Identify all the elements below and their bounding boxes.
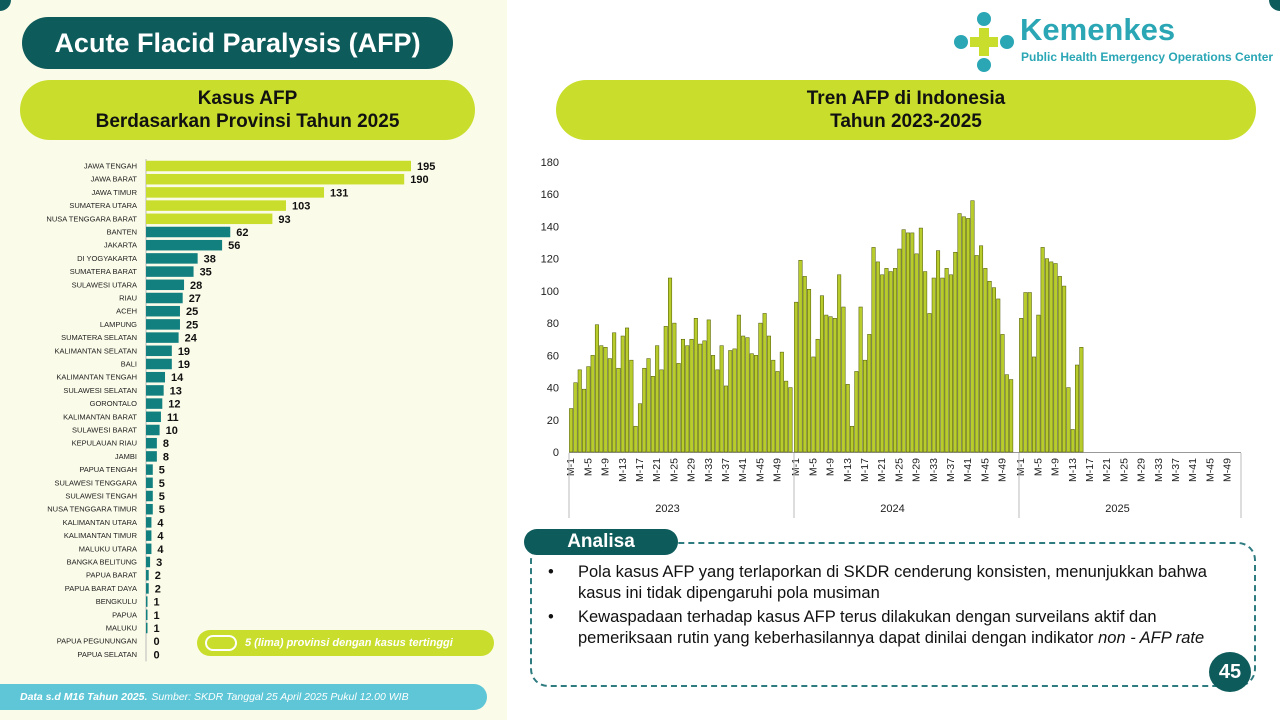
trend-bar [898,249,902,452]
province-value-label: 131 [330,187,349,200]
trend-bar [941,278,945,452]
trend-bar [681,339,685,452]
trend-bar [664,326,668,452]
trend-y-tick-label: 40 [546,382,559,395]
trend-week-tick-label: M-5 [807,458,820,477]
province-value-label: 28 [190,279,203,292]
trend-week-tick-label: M-5 [1032,458,1045,477]
province-value-label: 190 [410,174,429,187]
trend-bar [962,217,966,452]
trend-y-tick-label: 0 [552,447,559,459]
trend-week-tick-label: M-13 [1066,458,1079,482]
trend-bar [988,281,992,452]
trend-week-tick-label: M-5 [582,458,595,477]
trend-bar [820,296,824,452]
trend-week-tick-label: M-9 [1049,458,1062,477]
trend-bar [608,359,612,452]
province-value-label: 8 [162,451,169,464]
analysis-title: Analisa [524,529,678,555]
trend-bar [919,228,923,452]
province-label: KALIMANTAN UTARA [62,517,137,527]
province-label: PAPUA TENGAH [79,465,137,475]
analysis-bullet-1: • Pola kasus AFP yang terlaporkan di SKDR cenderung konsisten, menunjukkan bahwa kasus ini tidak dipengaruhi pola musiman [548,562,1238,604]
trend-week-tick-label: M-45 [1204,458,1217,482]
province-label: NUSA TENGGARA BARAT [46,214,137,224]
trend-bar [591,355,595,452]
province-bar [146,610,148,621]
trend-bar [703,341,707,452]
trend-week-tick-label: M-41 [1187,458,1200,482]
trend-y-tick-label: 100 [540,285,559,298]
trend-week-tick-label: M-37 [719,458,732,482]
trend-bar [954,252,958,452]
province-value-label: 5 [158,464,165,477]
trend-bar [711,355,715,452]
analysis-bullet-2-indicator: non - AFP rate [1098,629,1205,647]
province-bar [146,557,150,568]
trend-bar [660,370,664,452]
trend-bar [690,339,694,452]
trend-bar [975,255,979,452]
trend-bar [754,355,758,452]
trend-bar [772,360,776,452]
trend-bar [928,313,932,452]
province-label: SULAWESI TENGAH [65,491,137,501]
trend-week-tick-label: M-25 [668,458,681,482]
trend-bar [825,315,829,452]
trend-bar [694,318,698,452]
province-label: SUMATERA BARAT [69,267,137,277]
trend-week-tick-label: M-45 [754,458,767,482]
trend-bar [812,357,816,452]
trend-bar [643,368,647,452]
analysis-list [548,562,1238,652]
province-label: PAPUA PEGUNUNGAN [56,636,137,646]
trend-bar [846,384,850,452]
page-title: Acute Flacid Paralysis (AFP) [22,17,453,69]
province-label: BANGKA BELITUNG [66,557,137,567]
trend-bar [807,289,811,452]
logo-name: Kemenkes [1020,12,1176,47]
province-label: LAMPUNG [99,319,137,329]
province-value-label: 19 [177,345,191,358]
province-value-label: 19 [177,359,191,371]
trend-week-tick-label: M-29 [910,458,923,482]
trend-week-tick-label: M-1 [565,458,578,477]
trend-bar [578,370,582,452]
trend-week-tick-label: M-13 [616,458,629,482]
trend-week-tick-label: M-17 [633,458,646,482]
trend-y-tick-label: 180 [540,157,559,169]
trend-bar [595,325,599,452]
trend-bar [979,246,983,452]
province-label: SULAWESI BARAT [71,425,137,435]
trend-week-tick-label: M-9 [599,458,612,477]
trend-bar [668,278,672,452]
legend-swatch [205,635,237,651]
trend-bar [876,262,880,452]
province-value-label: 1 [153,609,160,622]
trend-bar [574,383,578,452]
trend-bar [707,320,711,452]
trend-bar [902,230,906,452]
province-value-label: 14 [171,372,184,385]
trend-bar [1054,264,1058,453]
trend-bar [1005,375,1009,452]
province-label: GORONTALO [89,399,137,409]
trend-bar [1045,259,1049,452]
trend-bar [630,360,634,452]
province-label: DI YOGYAKARTA [77,253,137,263]
province-chart-title-line2: Berdasarkan Provinsi Tahun 2025 [95,111,400,132]
trend-bar [932,278,936,452]
trend-week-tick-label: M-33 [927,458,940,482]
trend-bar [1037,315,1041,452]
trend-bar [1032,357,1036,452]
province-value-label: 103 [291,200,311,213]
province-label: PAPUA BARAT DAYA [64,583,137,593]
trend-bar [971,201,975,452]
trend-bar [1024,293,1027,453]
trend-week-tick-label: M-33 [1152,458,1165,482]
trend-week-tick-label: M-21 [651,458,664,482]
province-value-label: 27 [188,293,201,305]
province-value-label: 12 [168,398,181,411]
trend-week-tick-label: M-33 [702,458,715,482]
trend-bar [997,299,1001,452]
province-value-label: 11 [166,411,179,424]
trend-bar [720,346,724,452]
trend-year-label: 2024 [880,503,905,515]
province-label: BANTEN [106,227,137,237]
footer-data-note: Data s.d M16 Tahun 2025. [20,691,148,703]
province-label: MALUKU UTARA [78,544,137,554]
trend-week-tick-label: M-49 [1221,458,1234,482]
trend-bar [893,268,897,452]
trend-bar [604,347,608,452]
province-value-label: 10 [165,425,178,437]
trend-bar [1019,318,1023,452]
trend-bar [746,338,750,452]
trend-chart-title-line2: Tahun 2023-2025 [830,111,982,132]
province-value-label: 4 [157,530,164,543]
trend-bar [842,307,846,452]
trend-bar [741,336,745,452]
trend-bar [880,275,884,452]
trend-bar [1058,276,1062,452]
trend-bar [686,346,690,452]
trend-week-tick-label: M-17 [858,458,871,482]
trend-bar [587,367,591,452]
trend-bar [733,349,737,452]
trend-bar [1001,334,1005,452]
province-chart-title-line1: Kasus AFP [197,88,298,109]
trend-week-tick-label: M-1 [790,458,803,477]
trend-y-tick-label: 80 [546,318,559,331]
trend-bar [816,339,820,452]
trend-y-tick-label: 20 [546,414,559,427]
trend-week-tick-label: M-37 [1169,458,1182,482]
trend-bar [617,368,621,452]
province-label: MALUKU [105,623,137,633]
province-value-label: 13 [169,385,182,398]
trend-bar [850,426,854,452]
analysis-bullet-2-text: Kewaspadaan terhadap kasus AFP terus dilakukan dengan surveilans aktif dan pemeriksaan rutin yang keberhasilannya dapat dinilai dengan indikator [578,608,1157,647]
province-label: JAMBI [114,451,137,461]
trend-bar [634,426,638,452]
province-label: NUSA TENGGARA TIMUR [47,504,137,514]
province-label: KALIMANTAN SELATAN [54,346,137,356]
province-label: ACEH [116,306,137,316]
trend-bar [984,268,988,452]
trend-bar [647,359,651,452]
province-label: JAKARTA [103,240,137,250]
province-value-label: 4 [157,517,164,530]
province-bar [146,530,151,541]
trend-week-tick-label: M-21 [876,458,889,482]
trend-week-tick-label: M-17 [1083,458,1096,482]
province-label: RIAU [119,293,137,303]
trend-bar [582,389,586,452]
province-value-label: 5 [158,504,165,517]
trend-y-tick-label: 140 [540,221,559,234]
trend-bar [837,275,841,452]
trend-week-tick-label: M-41 [737,458,750,482]
province-value-label: 5 [158,477,165,490]
province-label: KALIMANTAN TENGAH [56,372,137,382]
legend [197,630,494,656]
trend-year-label: 2025 [1105,503,1130,515]
province-label: SULAWESI UTARA [71,280,137,290]
trend-week-tick-label: M-41 [962,458,975,482]
trend-bar [885,268,889,452]
trend-bar [1009,380,1013,453]
trend-bar [1041,247,1045,452]
province-value-label: 8 [162,438,169,451]
trend-bar [1067,388,1071,452]
trend-week-tick-label: M-25 [893,458,906,482]
province-value-label: 3 [156,557,163,569]
trend-bar [799,260,803,452]
trend-bar [794,302,798,452]
province-label: JAWA BARAT [90,174,137,184]
trend-bar [677,363,681,452]
province-value-label: 38 [203,253,216,266]
trend-week-tick-label: M-25 [1118,458,1131,482]
province-label: KALIMANTAN TIMUR [63,531,137,541]
province-value-label: 0 [153,649,160,662]
trend-bar [829,317,833,452]
province-value-label: 56 [228,240,241,253]
trend-bar [737,315,741,452]
province-label: PAPUA [112,610,137,620]
province-value-label: 62 [236,227,249,239]
trend-bar [859,307,863,452]
province-label: KALIMANTAN BARAT [63,412,137,422]
province-value-label: 0 [153,636,160,649]
trend-bar [612,333,616,452]
trend-bar [945,268,949,452]
trend-chart-title-line1: Tren AFP di Indonesia [806,88,1006,109]
legend-label: 5 (lima) provinsi dengan kasus tertinggi [245,637,453,649]
footer-source-text: Sumber: SKDR Tanggal 25 April 2025 Pukul 12.00 WIB [151,691,409,703]
province-value-label: 4 [157,543,164,556]
trend-bar [855,371,859,452]
province-label: SUMATERA UTARA [69,201,137,211]
trend-bar [621,336,625,452]
province-bar [146,623,148,634]
trend-bar [833,318,837,452]
province-value-label: 24 [184,332,197,345]
province-label: BENGKULU [95,597,137,607]
trend-bar [763,313,767,452]
province-value-label: 2 [154,570,161,583]
province-bar [146,583,149,594]
province-value-label: 35 [199,266,212,279]
trend-bar [1028,293,1032,453]
province-label: JAWA TENGAH [83,161,137,171]
province-value-label: 2 [154,583,161,596]
trend-week-tick-label: M-1 [1015,458,1028,477]
province-value-label: 25 [185,306,199,319]
trend-bar [789,388,793,452]
trend-bar [780,352,784,452]
trend-bar [600,346,604,452]
province-label: PAPUA BARAT [86,570,137,580]
trend-bar [958,214,962,452]
province-label: PAPUA SELATAN [77,649,137,659]
trend-bar [673,323,677,452]
trend-bar [915,254,919,452]
analysis-bullet-2 [548,607,1238,649]
trend-bar [949,275,953,452]
trend-y-tick-label: 160 [540,189,559,202]
trend-week-tick-label: M-37 [944,458,957,482]
trend-year-label: 2023 [655,503,680,515]
trend-bar [923,272,927,452]
trend-bar [651,376,655,452]
trend-bar [872,247,876,452]
province-bar [146,596,148,607]
logo-tagline: Public Health Emergency Operations Center [1021,50,1274,64]
page-number: 45 [1209,652,1251,692]
trend-bar [625,328,629,452]
province-label: JAWA TIMUR [91,187,137,197]
province-value-label: 1 [153,623,160,635]
trend-y-tick-label: 120 [540,253,559,266]
trend-week-tick-label: M-45 [979,458,992,482]
province-label: KEPULAUAN RIAU [71,438,137,448]
trend-bar [1075,365,1079,452]
trend-bar [729,351,733,453]
trend-bar [776,371,780,452]
province-value-label: 25 [185,319,199,332]
province-value-label: 1 [153,596,160,609]
trend-bar [638,404,642,452]
trend-bar [911,233,915,452]
trend-bar [767,336,771,452]
trend-week-tick-label: M-29 [1135,458,1148,482]
province-value-label: 93 [278,213,291,226]
trend-week-tick-label: M-13 [841,458,854,482]
province-bar [146,570,149,581]
trend-bar [750,354,754,452]
footer-source [0,684,487,710]
province-value-label: 195 [417,161,436,173]
province-label: SULAWESI SELATAN [63,385,137,395]
trend-bar [569,409,573,453]
trend-bar [889,272,893,452]
trend-y-tick-label: 60 [546,350,559,363]
trend-bar [1080,347,1084,452]
province-bar [146,544,151,555]
trend-week-tick-label: M-29 [685,458,698,482]
province-label: SULAWESI TENGGARA [54,478,137,488]
trend-bar [759,323,763,452]
province-value-label: 5 [158,491,165,503]
trend-bar [992,288,996,452]
trend-bar [868,334,872,452]
trend-week-tick-label: M-49 [996,458,1009,482]
trend-bar [784,381,788,452]
trend-bar [724,386,728,452]
trend-week-tick-label: M-49 [771,458,784,482]
province-label: SUMATERA SELATAN [61,333,137,343]
trend-bar [936,251,940,452]
trend-bar [906,233,910,452]
trend-bar [655,346,659,452]
trend-bar [1050,262,1054,452]
trend-bar [698,344,702,452]
trend-bar [863,360,867,452]
province-label: BALI [120,359,137,369]
trend-bar [966,218,970,452]
trend-bar [803,276,807,452]
trend-bar [1062,286,1066,452]
trend-bar [1071,429,1075,452]
trend-week-tick-label: M-21 [1101,458,1114,482]
trend-bar [716,370,720,452]
trend-week-tick-label: M-9 [824,458,837,477]
